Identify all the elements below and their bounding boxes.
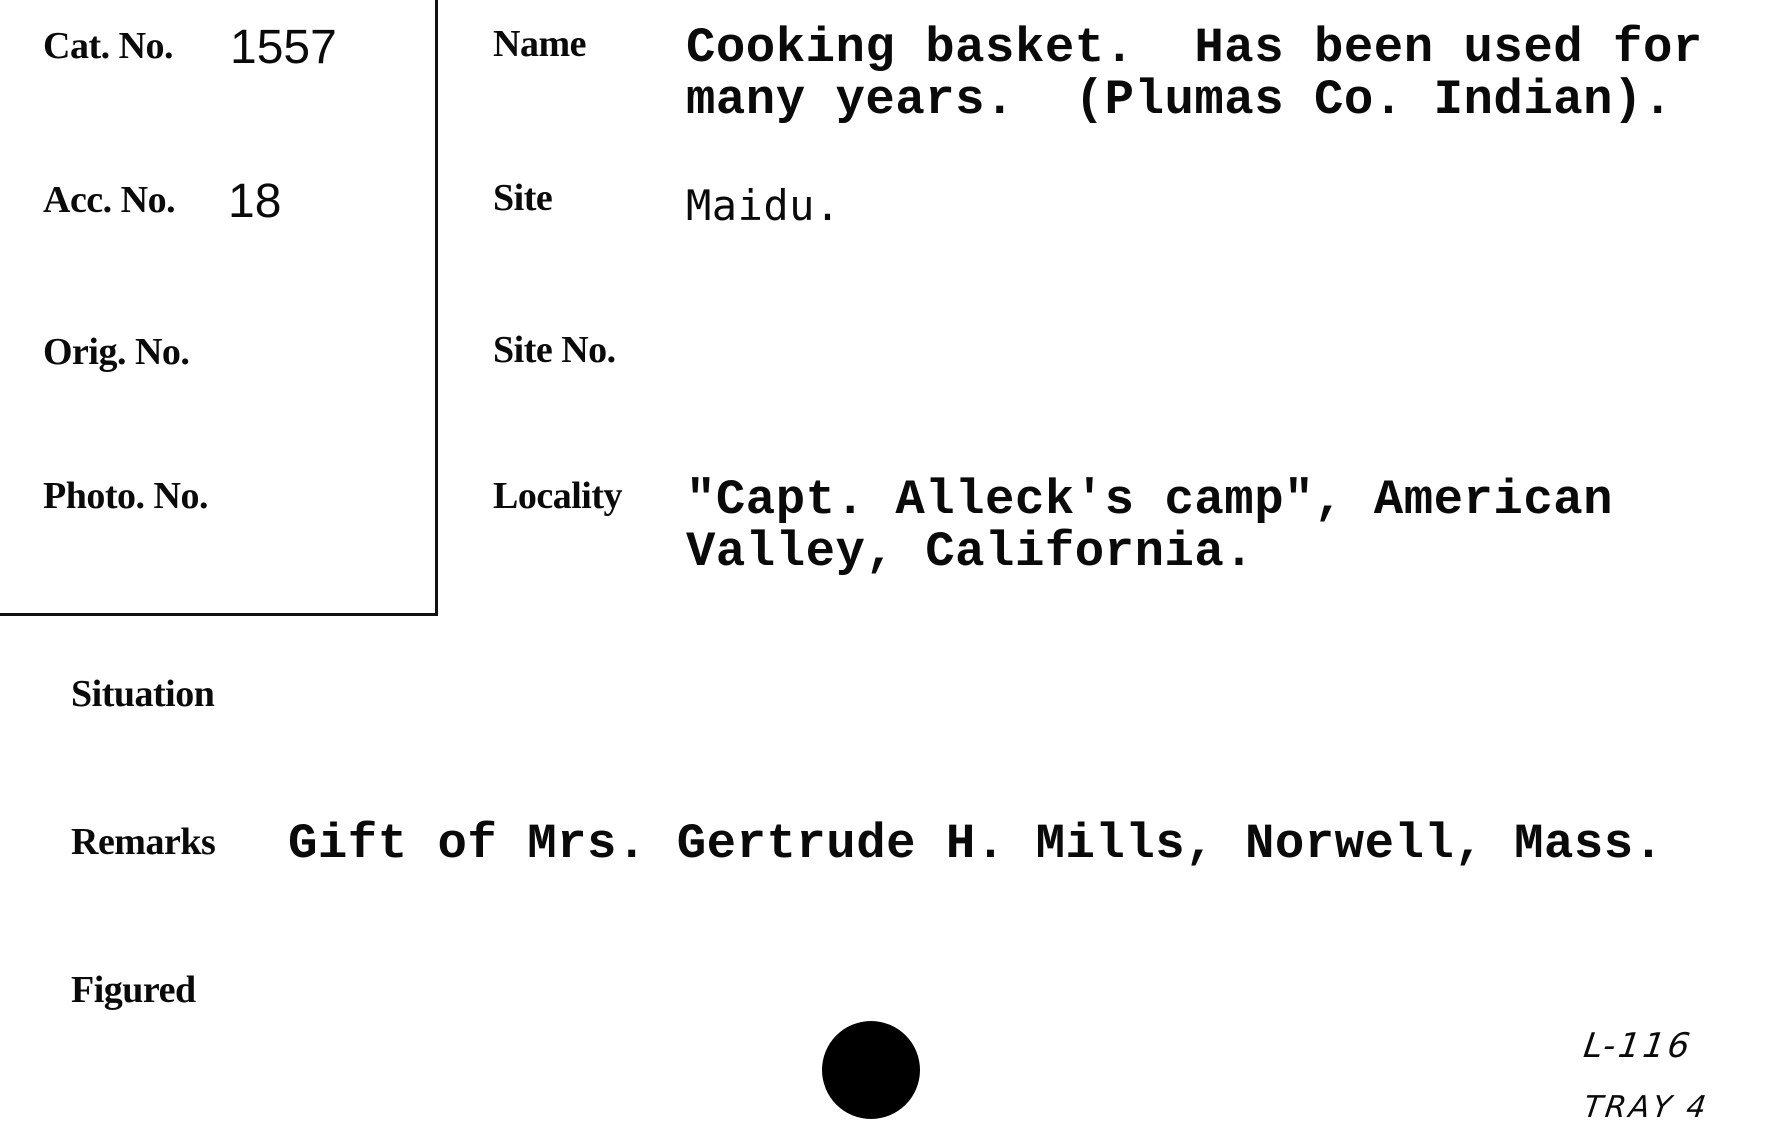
- cat-no-value: 1557: [230, 21, 337, 74]
- locality-value: "Capt. Alleck's camp", American Valley, California.: [686, 472, 1614, 580]
- acc-no-value: 18: [228, 175, 282, 228]
- name-label: Name: [493, 23, 586, 65]
- remarks-value: Gift of Mrs. Gertrude H. Mills, Norwell, Mass.: [288, 816, 1664, 872]
- site-label: Site: [493, 177, 553, 219]
- locality-label: Locality: [493, 475, 622, 517]
- punch-hole: [822, 1021, 920, 1119]
- handwritten-catalog-ref: L-116: [1581, 1026, 1696, 1066]
- site-no-label: Site No.: [493, 329, 616, 371]
- orig-no-label: Orig. No.: [43, 331, 190, 373]
- site-value: Maidu.: [686, 181, 841, 230]
- name-value: Cooking basket. Has been used for many years. (Plumas Co. Indian).: [686, 20, 1703, 128]
- handwritten-tray: TRAY 4: [1581, 1090, 1712, 1125]
- remarks-label: Remarks: [71, 821, 216, 863]
- situation-label: Situation: [71, 673, 215, 715]
- photo-no-label: Photo. No.: [43, 475, 208, 517]
- cat-no-label: Cat. No.: [43, 25, 174, 67]
- acc-no-label: Acc. No.: [43, 179, 176, 221]
- figured-label: Figured: [71, 969, 196, 1011]
- catalog-number-box: [0, 0, 438, 616]
